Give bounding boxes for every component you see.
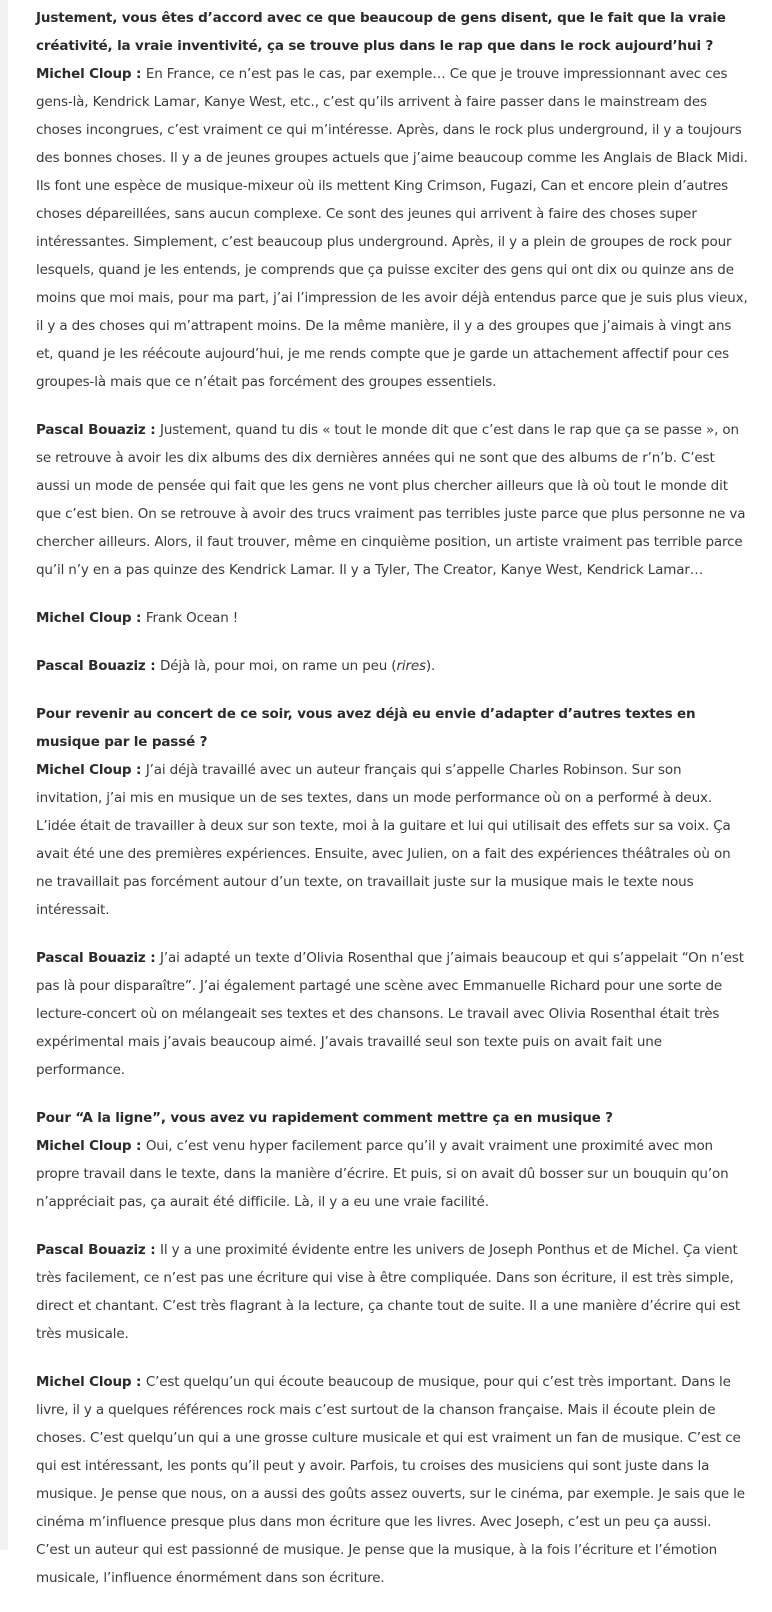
answer-text: C’est quelqu’un qui écoute beaucoup de musique, pour qui c’est très important. Dans le livre, il y a quelques références rock mais c’est surtout de la chanson française. Mais il écoute plein de choses. C’est quelqu’un qui a une grosse culture musicale et qui est vraiment un fan de musique. C’est ce qui est intéressant, les ponts qu’il peut y avoir. Parfois, tu croises des musiciens qui sont juste dans la musique. Je pense que nous, on a aussi des goûts assez ouverts, sur le cinéma, par exemple. Je sais que le cinéma m’influence presque plus dans mon écriture que les livres. Avec Joseph, c’est un peu ça aussi. C’est un auteur qui est passionné de musique. Je pense que la musique, à la fois l’écriture et l’émotion musicale, l’influence énormément dans son écriture. (36, 1374, 745, 1586)
speaker-name: Michel Cloup : (36, 1374, 146, 1390)
interview-answer (36, 944, 748, 1084)
interview-question: Pour “A la ligne”, vous avez vu rapidement comment mettre ça en musique ? (36, 1110, 613, 1126)
answer-text: J’ai déjà travaillé avec un auteur français qui s’appelle Charles Robinson. Sur son invitation, j’ai mis en musique un de ses textes, dans un mode performance où on a performé à deux. L’idée était de travailler à deux sur son texte, moi à la guitare et lui qui utilisait des effets sur sa voix. Ça avait été une des premières expériences. Ensuite, avec Julien, on a fait des expériences théâtrales où on ne travaillait pas forcément autour d’un texte, on travaillait juste sur la musique mais le texte nous intéressait. (36, 762, 731, 918)
answer-text: Justement, quand tu dis « tout le monde dit que c’est dans le rap que ça se passe », on se retrouve à avoir les dix albums des dix dernières années qui ne sont que des albums de r’n’b. C’est aussi un mode de pensée qui fait que les gens ne vont plus chercher ailleurs que là où tout le monde dit que c’est bien. On se retrouve à avoir des trucs vraiment pas terribles juste parce que plus personne ne va chercher ailleurs. Alors, il faut trouver, même en cinquième position, un artiste vraiment pas terrible parce qu’il n’y en a pas quinze des Kendrick Lamar. Il y a Tyler, The Creator, Kanye West, Kendrick Lamar… (36, 422, 746, 578)
answer-text: En France, ce n’est pas le cas, par exemple… Ce que je trouve impressionnant avec ces gens-là, Kendrick Lamar, Kanye West, etc., c’est qu’ils arrivent à faire passer dans le mainstream des choses incongrues, c’est vraiment ce qui m’intéresse. Après, dans le rock plus underground, il y a toujours des bonnes choses. Il y a de jeunes groupes actuels que j’aime beaucoup comme les Anglais de Black Midi. Ils font une espèce de musique-mixeur où ils mettent King Crimson, Fugazi, Can et encore plein d’autres choses dépareillées, sans aucun complexe. Ce sont des jeunes qui arrivent à faire des choses super intéressantes. Simplement, c’est beaucoup plus underground. Après, il y a plein de groupes de rock pour lesquels, quand je les entends, je comprends que ça puisse exciter des gens qui ont dix ou quinze ans de moins que moi mais, pour ma part, j’ai l’impression de les avoir déjà entendus parce que je suis plus vieux, il y a des choses qui m’attrapent moins. De la même manière, il y a des groupes que j’aimais à vingt ans et, quand je les réécoute aujourd’hui, je me rends compte que je garde un attachement affectif pour ces groupes-là mais que ce n’était pas forcément des groupes essentiels. (36, 66, 748, 390)
interview-block (36, 4, 748, 396)
interview-answer (36, 1132, 748, 1216)
interview-block (36, 700, 748, 924)
answer-text: Oui, c’est venu hyper facilement parce qu’il y avait vraiment une proximité avec mon propre travail dans le texte, dans la manière d’écrire. Et puis, si on avait dû bosser sur un bouquin qu’on n’appréciait pas, ça aurait été difficile. Là, il y a eu une vraie facilité. (36, 1138, 729, 1210)
interview-answer (36, 60, 748, 396)
interview-block (36, 1236, 748, 1348)
speaker-name: Pascal Bouaziz : (36, 1242, 161, 1258)
interview-question: Pour revenir au concert de ce soir, vous avez déjà eu envie d’adapter d’autres textes en musique par le passé ? (36, 706, 696, 750)
answer-text: Déjà là, pour moi, on rame un peu ( (160, 658, 397, 674)
speaker-name: Pascal Bouaziz : (36, 422, 161, 438)
interview-answer (36, 1368, 748, 1592)
interview-block (36, 652, 748, 680)
interview-block (36, 1104, 748, 1216)
interview-answer (36, 1236, 748, 1348)
speaker-name: Michel Cloup : (36, 762, 146, 778)
interview-question: Justement, vous êtes d’accord avec ce que beaucoup de gens disent, que le fait que la vraie créativité, la vraie inventivité, ça se trouve plus dans le rap que dans le rock aujourd’hui ? (36, 10, 726, 54)
interview-answer (36, 756, 748, 924)
speaker-name: Michel Cloup : (36, 66, 146, 82)
speaker-name: Michel Cloup : (36, 1138, 146, 1154)
speaker-name: Pascal Bouaziz : (36, 658, 161, 674)
answer-text-after: ). (425, 658, 436, 674)
interview-answer (36, 416, 748, 584)
interview-answer (36, 652, 748, 680)
left-margin-bar (0, 0, 8, 1550)
interview-block (36, 1368, 748, 1592)
answer-text: Frank Ocean ! (145, 610, 239, 626)
answer-text: Il y a une proximité évidente entre les univers de Joseph Ponthus et de Michel. Ça vient très facilement, ce n’est pas une écriture qui vise à être compliquée. Dans son écriture, il est très simple, direct et chantant. C’est très flagrant à la lecture, ça chante tout de suite. Il a une manière d’écrire qui est très musicale. (36, 1242, 741, 1342)
interview-block (36, 416, 748, 584)
speaker-name: Michel Cloup : (36, 610, 146, 626)
interview-answer (36, 604, 748, 632)
answer-text: J’ai adapté un texte d’Olivia Rosenthal que j’aimais beaucoup et qui s’appelait “On n’est pas là pour disparaître”. J’ai également partagé une scène avec Emmanuelle Richard pour une sorte de lecture-concert où on mélangeait ses textes et des chansons. Le travail avec Olivia Rosenthal était très expérimental mais j’avais beaucoup aimé. J’avais travaillé seul son texte puis on avait fait une performance. (36, 950, 744, 1078)
interview-block (36, 604, 748, 632)
speaker-name: Pascal Bouaziz : (36, 950, 161, 966)
interview-article (36, 4, 748, 1612)
answer-italic-text: rires (396, 658, 426, 674)
interview-block (36, 944, 748, 1084)
